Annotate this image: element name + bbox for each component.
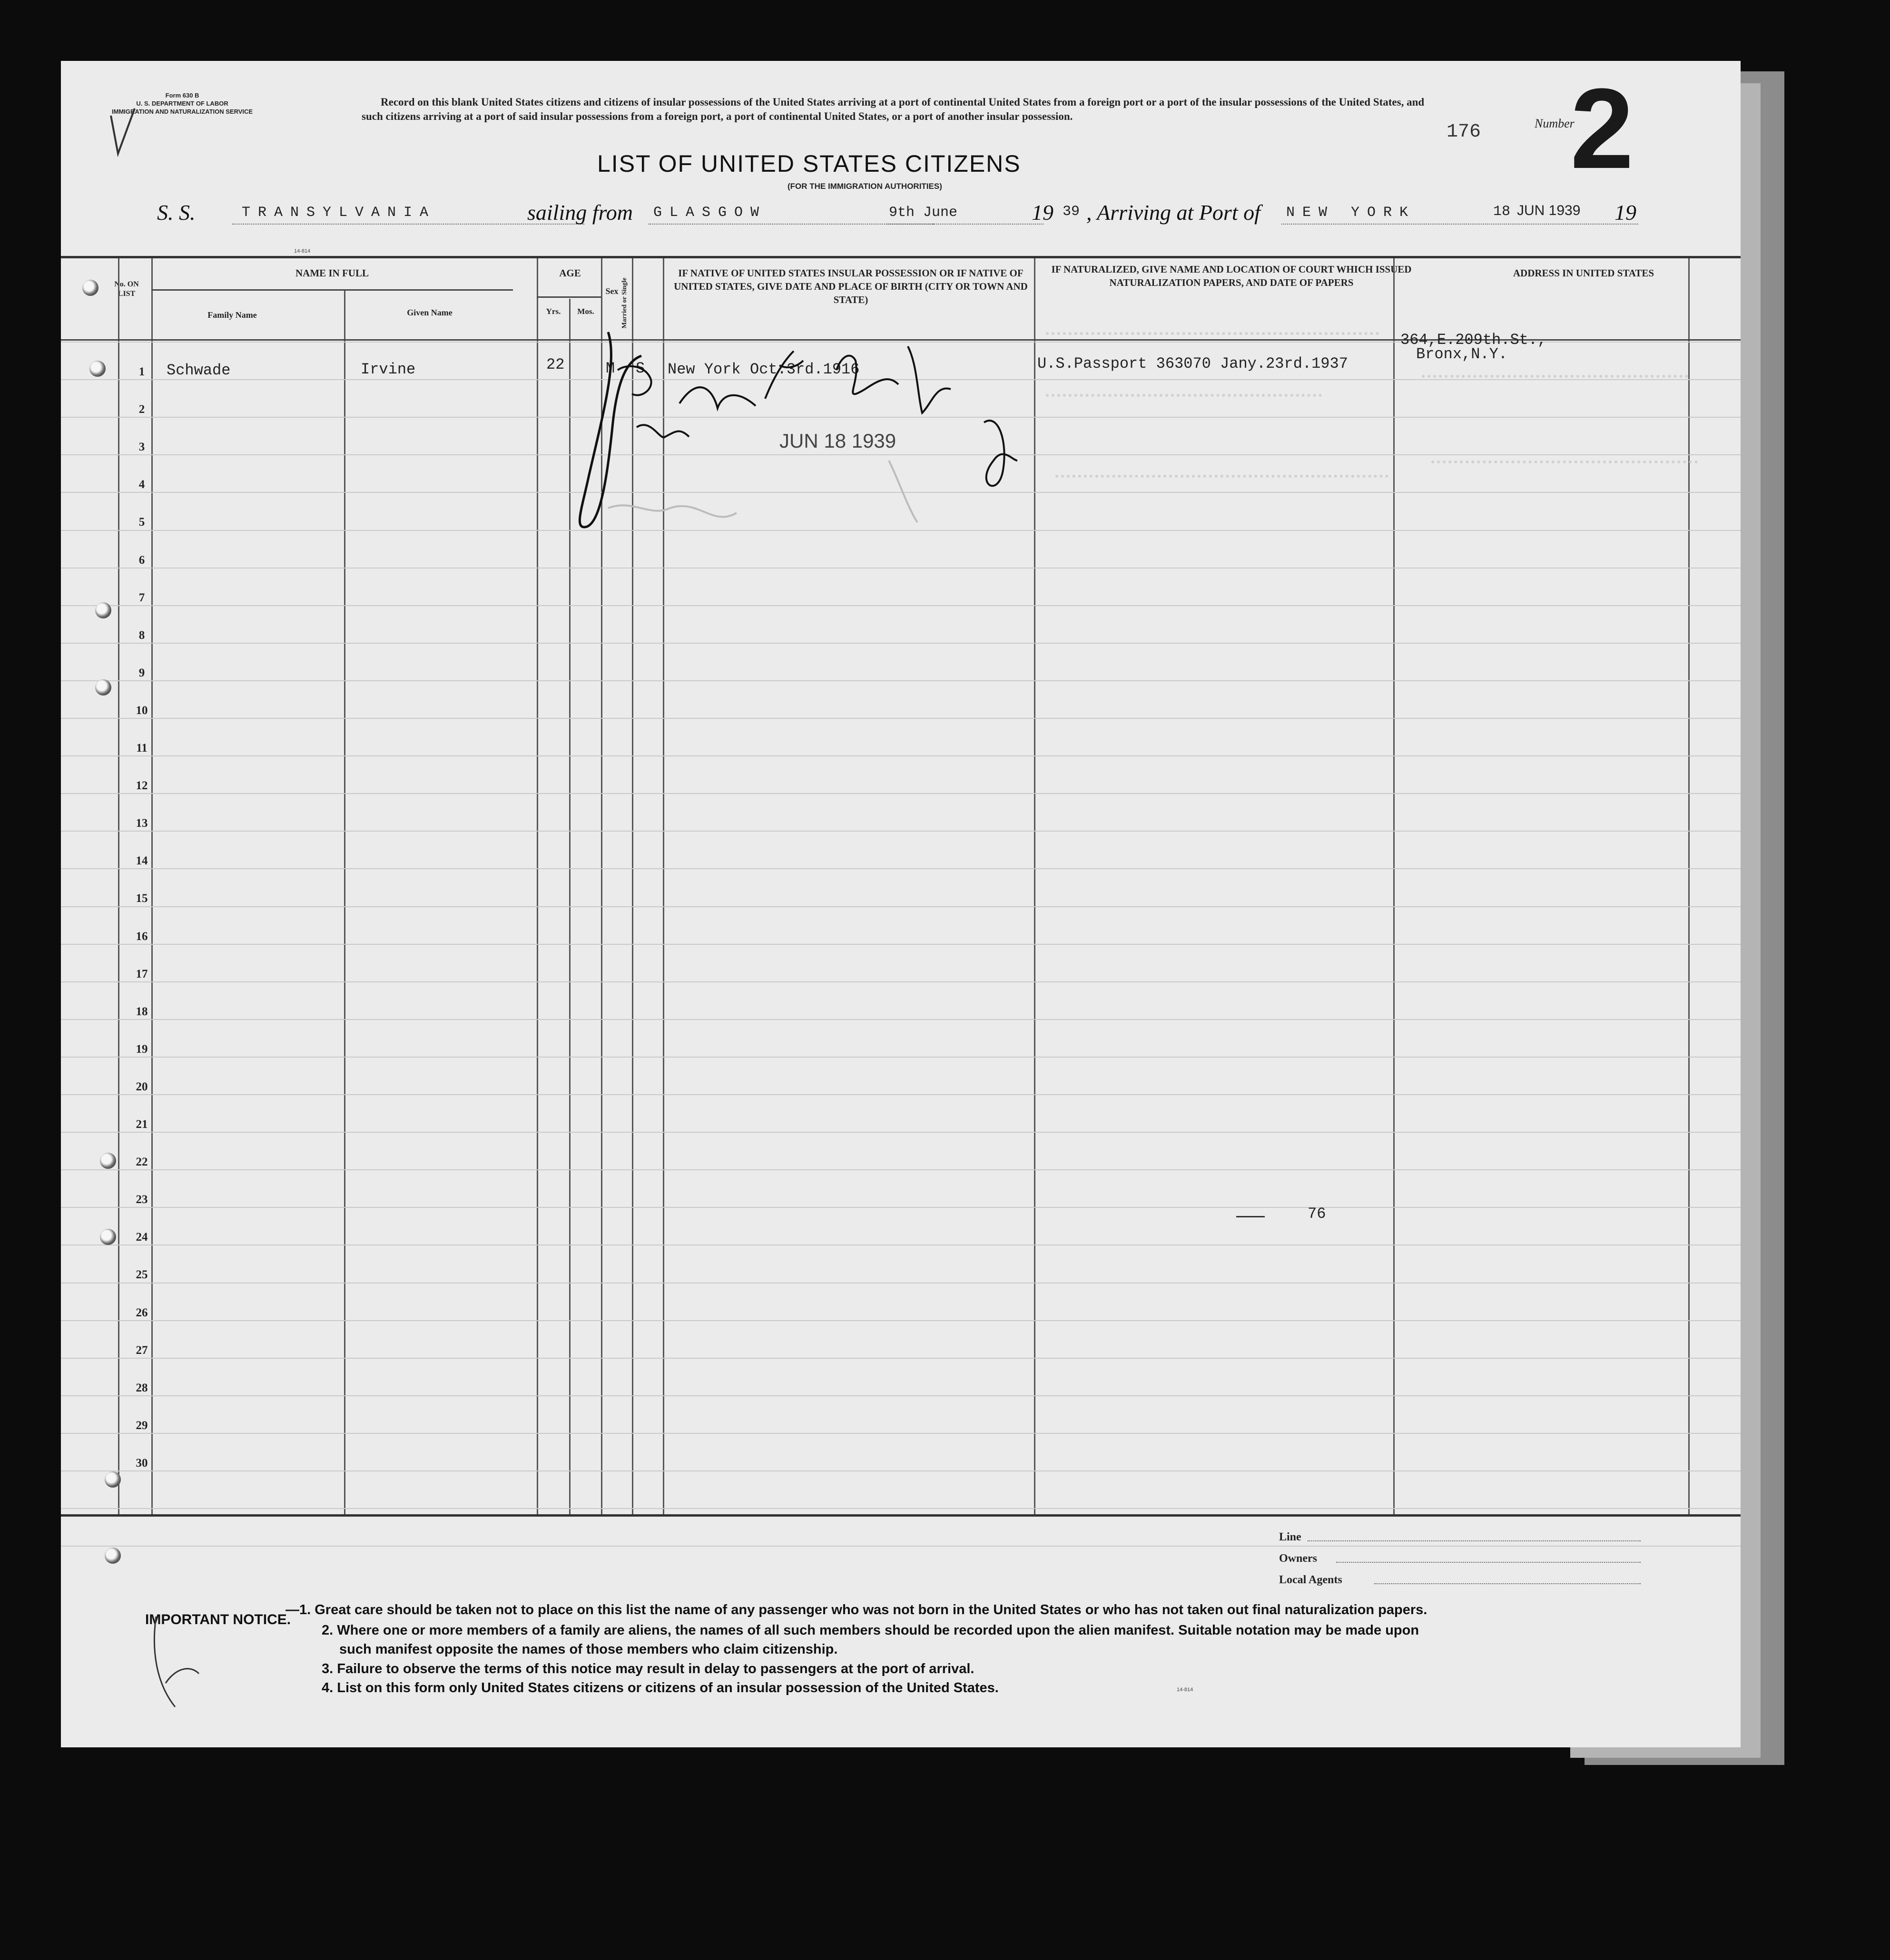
header-native: IF NATIVE OF UNITED STATES INSULAR POSSESSION OR IF NATIVE OF UNITED STATES, GIVE DATE AND PLACE OF BIRTH (CITY OR TOWN AND STATE) [674,267,1028,305]
row-rule [61,906,1741,907]
year-prefix: 19 [1032,200,1053,225]
header-name-in-full: NAME IN FULL [295,267,369,279]
department-name: U. S. DEPARTMENT OF LABOR [136,100,228,107]
header-married-single: Married or Single [621,277,628,329]
row-number: 20 [136,1080,148,1093]
local-agents-field-label: Local Agents [1279,1574,1342,1586]
row-number: 5 [138,516,145,529]
binder-hole [105,1548,121,1564]
row-rule [61,1094,1741,1095]
check-mark-icon [106,106,139,158]
row-number: 2 [138,403,145,416]
vessel-name: TRANSYLVANIA [242,205,436,221]
row-rule [61,1433,1741,1434]
entry-address-line2: Bronx,N.Y. [1416,345,1508,363]
row-number: 10 [136,704,148,717]
arriving-label: , Arriving at Port of [1086,200,1260,225]
row-rule [61,1169,1741,1170]
row-rule [61,831,1741,832]
entry-family-name: Schwade [167,362,231,379]
row-rule [61,1057,1741,1058]
pencil-mark [147,1612,204,1716]
row-number: 27 [136,1343,148,1357]
stamp-number: 176 [1447,121,1481,143]
row-rule [61,1132,1741,1133]
form-code-bottom: 14-814 [1177,1687,1193,1693]
row-number: 9 [138,666,145,679]
row-rule [61,605,1741,606]
list-number: 2 [1570,65,1634,192]
notice-item-3: 3. Failure to observe the terms of this notice may result in delay to passengers at the port of arrival. [322,1661,975,1676]
service-name: IMMIGRATION AND NATURALIZATION SERVICE [112,108,253,115]
subheader-rule [151,289,513,291]
sailing-from-label: sailing from [527,200,633,225]
row-number: 1 [138,365,145,378]
row-number: 19 [136,1042,148,1056]
header-given-name: Given Name [407,308,453,317]
row-number: 6 [138,553,145,567]
row-rule [61,1546,1741,1547]
entry-marital-status: S [636,360,645,377]
departure-port: GLASGOW [653,205,767,221]
manifest-page [61,61,1741,1747]
row-number: 24 [136,1231,148,1244]
number-label: Number [1535,117,1575,130]
header-sex: Sex [605,286,619,296]
row-number: 23 [136,1193,148,1206]
header-mos: Mos. [577,307,594,316]
row-number: 13 [136,817,148,830]
row-number: 15 [136,892,148,905]
ss-label: S. S. [157,200,196,225]
header-address: ADDRESS IN UNITED STATES [1513,267,1654,279]
row-number: 7 [138,591,145,604]
row-rule [61,1358,1741,1359]
column-rule [118,258,119,1514]
binder-hole [89,361,106,377]
entry-naturalization: U.S.Passport 363070 Jany.23rd.1937 [1037,355,1348,372]
column-rule [537,258,538,1514]
row-rule [61,1395,1741,1396]
row-rule [61,643,1741,644]
row-rule [61,1019,1741,1020]
arrival-port: NEW YORK [1286,205,1416,221]
row-rule [61,793,1741,794]
binder-hole [82,280,98,296]
entry-given-name: Irvine [361,361,416,378]
row-number: 21 [136,1118,148,1131]
column-rule [344,289,345,1514]
row-rule [61,718,1741,719]
row-rule [61,868,1741,869]
row-rule [61,981,1741,982]
row-rule [61,755,1741,756]
form-number: Form 630 B [165,92,199,99]
arrival-stamp: JUN 1939 [1517,203,1581,218]
margin-number: 76 [1308,1205,1326,1223]
instructions-text: Record on this blank United States citizens and citizens of insular possessions of the United States arriving at a port of continental United States from a foreign port or a port of the insular possessions of the United States, and such citizens arriving at a port of said insular possessions from a foreign port, a port of continental United States, or a port of another insular possession. [362,96,1425,122]
row-rule [61,1207,1741,1208]
row-number: 3 [138,441,145,454]
notice-item-4: 4. List on this form only United States citizens or citizens of an insular possession of the United States. [322,1680,999,1695]
row-number: 17 [136,967,148,980]
subheader-rule [537,296,601,298]
column-rule [1688,258,1690,1514]
notice-item-2: 2. Where one or more members of a family are aliens, the names of all such members should be recorded upon the alien manifest. Suitable notation may be made upon [322,1623,1419,1638]
inspector-signature [556,318,1079,546]
row-number: 25 [136,1268,148,1282]
binder-hole [95,679,111,696]
column-rule [1393,258,1395,1514]
row-number: 14 [136,854,148,868]
row-number: 30 [136,1456,148,1470]
row-number: 8 [138,628,145,642]
owners-field-label: Owners [1279,1552,1317,1565]
row-number: 26 [136,1306,148,1319]
header-family-name: Family Name [207,310,257,320]
notice-item-2-cont: such manifest opposite the names of those members who claim citizenship. [339,1642,838,1657]
row-rule [61,944,1741,945]
row-number: 4 [138,478,145,491]
notice-heading: IMPORTANT NOTICE. [145,1612,291,1627]
arrival-day: 18 [1493,204,1511,220]
row-number: 29 [136,1419,148,1432]
row-number: 11 [136,742,148,755]
entry-age-yrs: 22 [546,356,565,373]
row-number: 18 [136,1005,148,1018]
binder-hole [105,1471,121,1488]
entry-birth-date: Oct.3rd.1916 [750,361,860,378]
header-age: AGE [559,267,581,279]
row-rule [61,1508,1741,1509]
row-number: 16 [136,930,148,943]
row-number: 28 [136,1381,148,1394]
row-rule [61,1320,1741,1321]
entry-sex: M [606,360,615,377]
header-naturalized: IF NATURALIZED, GIVE NAME AND LOCATION OF COURT WHICH ISSUED NATURALIZATION PAPERS, AND DATE OF PAPERS [1051,264,1412,288]
binder-hole [100,1153,116,1169]
arrival-year-prefix: 19 [1614,200,1636,225]
row-rule [61,1470,1741,1471]
binder-hole [100,1229,116,1245]
header-yrs: Yrs. [546,307,561,316]
form-subtitle: (FOR THE IMMIGRATION AUTHORITIES) [788,182,942,191]
row-rule [61,680,1741,681]
binder-hole [95,602,111,618]
entry-birth-place: New York [668,361,741,378]
inspection-date-stamp: JUN 18 1939 [779,430,896,452]
year-suffix: 39 [1063,204,1080,220]
row-number: 12 [136,779,148,793]
entry-address-line1: 364,E.209th.St., [1400,331,1547,349]
header-no-on-list: No. ON LIST [114,280,139,298]
sailing-date: 9th June [889,205,958,221]
line-field-label: Line [1279,1531,1301,1543]
notice-item-1: —1. Great care should be taken not to place on this list the name of any passenger who was not born in the United States or who has not taken out final naturalization papers. [285,1602,1427,1617]
form-code-top: 14-814 [294,248,311,254]
form-title: LIST OF UNITED STATES CITIZENS [597,150,1021,177]
row-number: 22 [136,1156,148,1169]
row-rule [61,1283,1741,1284]
